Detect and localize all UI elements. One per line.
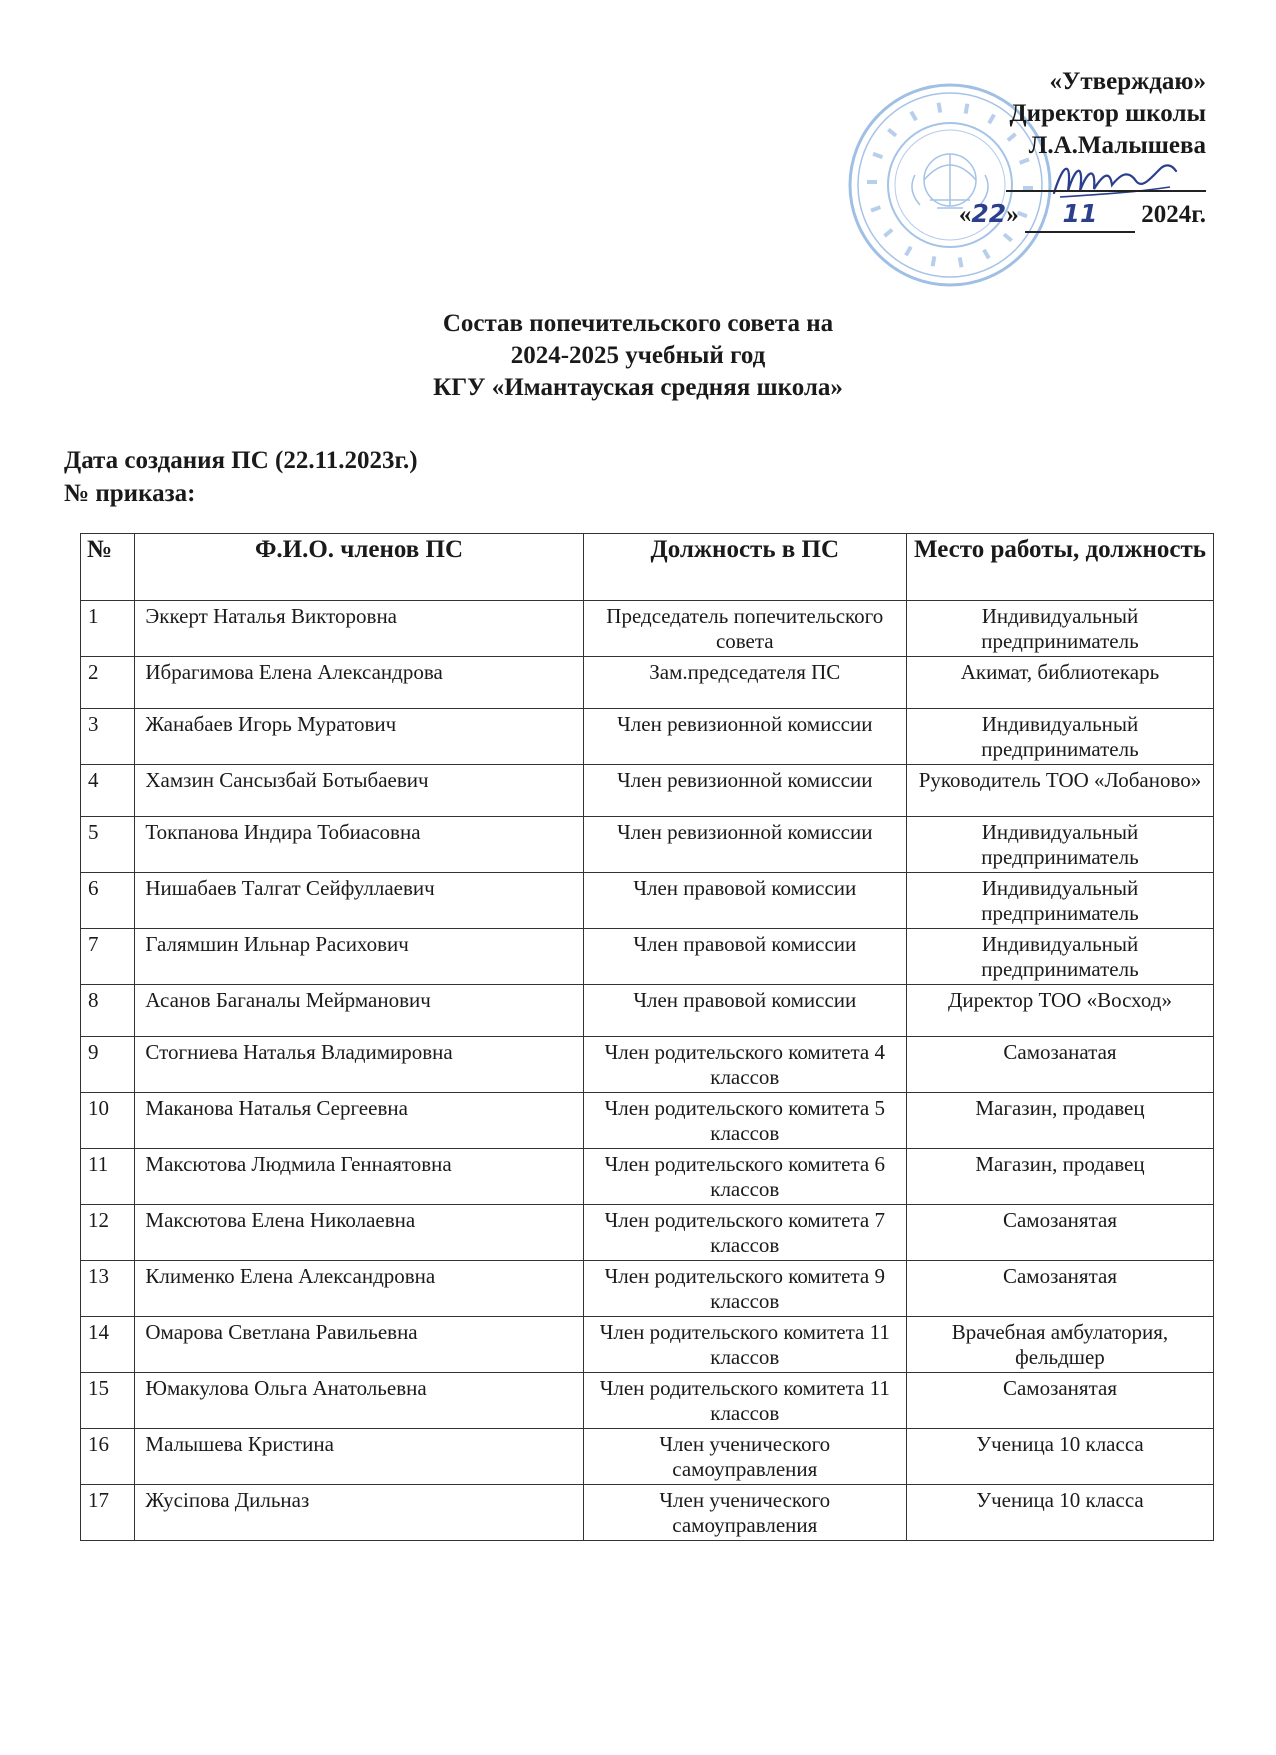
approval-date-month: 11 — [1062, 199, 1098, 228]
member-workplace: Руководитель ТОО «Лобаново» — [906, 765, 1213, 817]
title-line-2: 2024-2025 учебный год — [510, 342, 766, 369]
table-row — [81, 1485, 1214, 1541]
member-name: Жусіпова Дильназ — [135, 1485, 583, 1541]
document-title — [0, 308, 1276, 404]
header-work: Место работы, должность — [906, 534, 1213, 601]
row-number: 4 — [81, 765, 135, 817]
row-number: 15 — [81, 1373, 135, 1429]
row-number: 16 — [81, 1429, 135, 1485]
member-name: Жанабаев Игорь Муратович — [135, 709, 583, 765]
member-role: Зам.председателя ПС — [583, 657, 906, 709]
table-row — [81, 873, 1214, 929]
member-name: Галямшин Ильнар Расихович — [135, 929, 583, 985]
table-row — [81, 985, 1214, 1037]
row-number: 11 — [81, 1149, 135, 1205]
approval-name: Л.А.Малышева — [1028, 132, 1206, 159]
creation-date: Дата создания ПС (22.11.2023г.) — [64, 447, 418, 474]
row-number: 1 — [81, 601, 135, 657]
row-number: 13 — [81, 1261, 135, 1317]
member-name: Асанов Баганалы Мейрманович — [135, 985, 583, 1037]
member-workplace: Самозанятая — [906, 1373, 1213, 1429]
member-role: Член родительского комитета 11 классов — [583, 1373, 906, 1429]
member-role: Член ученического самоуправления — [583, 1429, 906, 1485]
approval-position: Директор школы — [1009, 100, 1206, 127]
member-workplace: Индивидуальный предприниматель — [906, 873, 1213, 929]
table-row — [81, 1429, 1214, 1485]
member-name: Юмакулова Ольга Анатольевна — [135, 1373, 583, 1429]
member-role: Член правовой комиссии — [583, 985, 906, 1037]
document-meta — [64, 444, 418, 510]
table-row — [81, 1149, 1214, 1205]
table-row — [81, 601, 1214, 657]
member-name: Малышева Кристина — [135, 1429, 583, 1485]
row-number: 8 — [81, 985, 135, 1037]
member-workplace: Индивидуальный предприниматель — [906, 709, 1213, 765]
approval-date-year: 2024г. — [1141, 201, 1206, 228]
member-role: Член родительского комитета 4 классов — [583, 1037, 906, 1093]
approval-date: «22» 11 2024г. — [786, 198, 1206, 233]
member-role: Член правовой комиссии — [583, 873, 906, 929]
member-role: Член ревизионной комиссии — [583, 817, 906, 873]
member-name: Омарова Светлана Равильевна — [135, 1317, 583, 1373]
row-number: 17 — [81, 1485, 135, 1541]
member-role: Член ревизионной комиссии — [583, 765, 906, 817]
member-role: Председатель попечительского совета — [583, 601, 906, 657]
table-row — [81, 1205, 1214, 1261]
members-table — [80, 533, 1214, 1541]
member-name: Стогниева Наталья Владимировна — [135, 1037, 583, 1093]
member-workplace: Индивидуальный предприниматель — [906, 929, 1213, 985]
table-row — [81, 765, 1214, 817]
table-row — [81, 709, 1214, 765]
member-workplace: Магазин, продавец — [906, 1093, 1213, 1149]
member-workplace: Самозанатая — [906, 1037, 1213, 1093]
member-workplace: Самозанятая — [906, 1261, 1213, 1317]
row-number: 12 — [81, 1205, 135, 1261]
row-number: 14 — [81, 1317, 135, 1373]
title-line-1: Состав попечительского совета на — [442, 310, 834, 337]
member-name: Ибрагимова Елена Александрова — [135, 657, 583, 709]
member-name: Маканова Наталья Сергеевна — [135, 1093, 583, 1149]
row-number: 10 — [81, 1093, 135, 1149]
member-role: Член родительского комитета 9 классов — [583, 1261, 906, 1317]
table-row — [81, 1261, 1214, 1317]
member-name: Эккерт Наталья Викторовна — [135, 601, 583, 657]
member-role: Член родительского комитета 5 классов — [583, 1093, 906, 1149]
member-workplace: Акимат, библиотекарь — [906, 657, 1213, 709]
member-name: Максютова Людмила Геннаятовна — [135, 1149, 583, 1205]
approval-heading: «Утверждаю» — [1049, 68, 1206, 95]
member-role: Член родительского комитета 6 классов — [583, 1149, 906, 1205]
member-role: Член родительского комитета 11 классов — [583, 1317, 906, 1373]
approval-block — [786, 66, 1206, 233]
row-number: 7 — [81, 929, 135, 985]
row-number: 2 — [81, 657, 135, 709]
member-role: Член правовой комиссии — [583, 929, 906, 985]
table-row — [81, 657, 1214, 709]
approval-date-day: 22 — [971, 199, 1007, 228]
member-name: Максютова Елена Николаевна — [135, 1205, 583, 1261]
member-workplace: Индивидуальный предприниматель — [906, 601, 1213, 657]
table-row — [81, 1093, 1214, 1149]
member-role: Член ученического самоуправления — [583, 1485, 906, 1541]
order-number-label: № приказа: — [64, 480, 196, 507]
member-workplace: Самозанятая — [906, 1205, 1213, 1261]
table-row — [81, 1317, 1214, 1373]
member-name: Хамзин Сансызбай Ботыбаевич — [135, 765, 583, 817]
title-line-3: КГУ «Имантауская средняя школа» — [433, 374, 843, 401]
member-name: Токпанова Индира Тобиасовна — [135, 817, 583, 873]
row-number: 9 — [81, 1037, 135, 1093]
table-header-row — [81, 534, 1214, 601]
member-role: Член родительского комитета 7 классов — [583, 1205, 906, 1261]
header-role: Должность в ПС — [583, 534, 906, 601]
member-workplace: Магазин, продавец — [906, 1149, 1213, 1205]
row-number: 5 — [81, 817, 135, 873]
member-workplace: Индивидуальный предприниматель — [906, 817, 1213, 873]
row-number: 3 — [81, 709, 135, 765]
member-workplace: Ученица 10 класса — [906, 1429, 1213, 1485]
header-name: Ф.И.О. членов ПС — [135, 534, 583, 601]
row-number: 6 — [81, 873, 135, 929]
member-workplace: Врачебная амбулатория, фельдшер — [906, 1317, 1213, 1373]
member-role: Член ревизионной комиссии — [583, 709, 906, 765]
approval-signature-line — [786, 162, 1206, 194]
member-name: Клименко Елена Александровна — [135, 1261, 583, 1317]
table-row — [81, 1037, 1214, 1093]
header-num: № — [81, 534, 135, 601]
member-name: Нишабаев Талгат Сейфуллаевич — [135, 873, 583, 929]
table-row — [81, 817, 1214, 873]
table-row — [81, 929, 1214, 985]
member-workplace: Директор ТОО «Восход» — [906, 985, 1213, 1037]
table-row — [81, 1373, 1214, 1429]
member-workplace: Ученица 10 класса — [906, 1485, 1213, 1541]
